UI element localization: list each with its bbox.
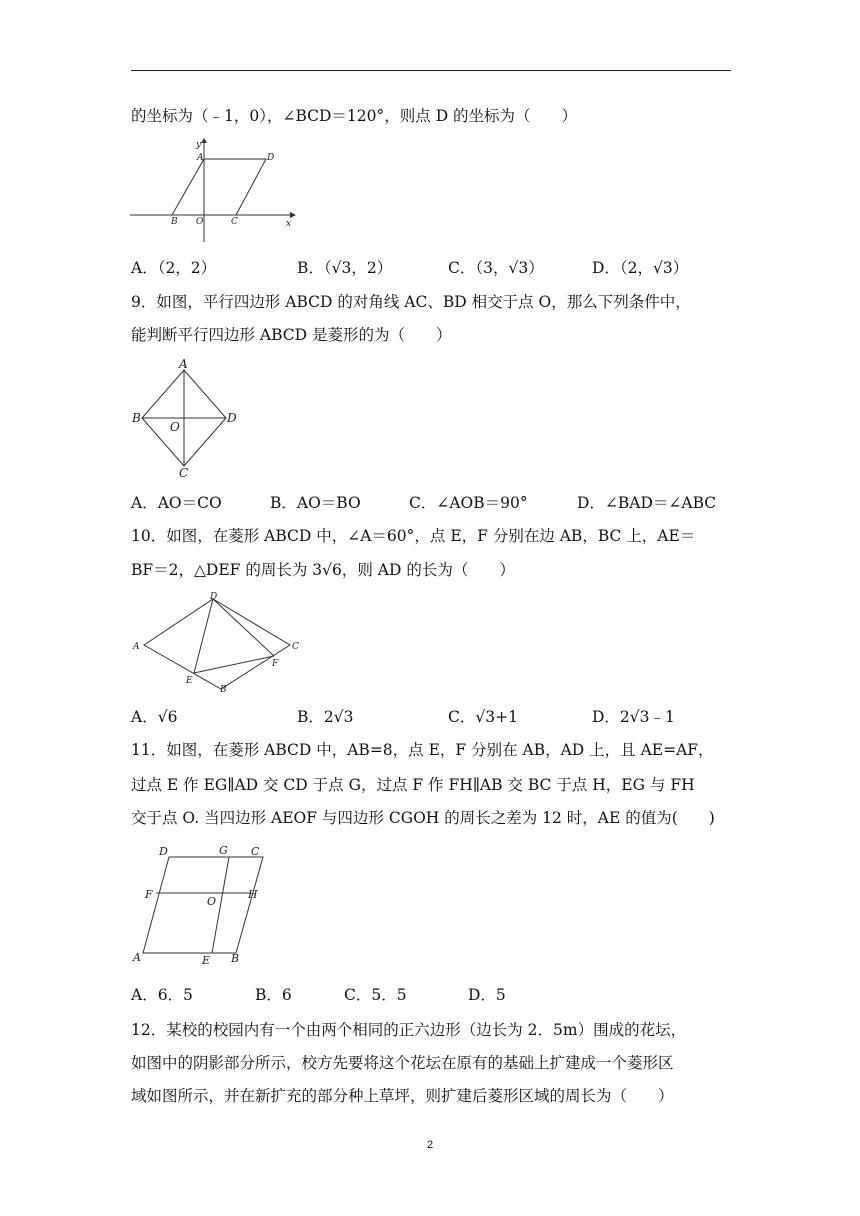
q8-label-O: O [196,217,204,227]
q8-option-d: D．（2，√3） [592,259,689,277]
q9-label-O: O [170,420,180,434]
q9-option-d: D．∠BAD＝∠ABC [577,494,717,512]
q8-label-C: C [231,217,238,227]
q8-label-D: D [267,153,275,163]
q9-text-line2: 能判断平行四边形 ABCD 是菱形的为（ ） [131,326,452,344]
q10-label-C: C [292,642,299,652]
q8-option-b: B．（√3，2） [297,259,393,277]
q10-option-a: A．√6 [131,708,178,726]
q11-label-A: A [133,951,141,964]
q10-label-E: E [186,676,193,686]
q12-text-line3: 域如图所示，并在新扩充的部分种上草坪，则扩建后菱形区域的周长为（ ） [131,1087,674,1105]
q11-option-d: D．5 [468,986,506,1004]
q11-text-line1: 11．如图，在菱形 ABCD 中，AB=8，点 E，F 分别在 AB，AD 上，且 AE=AF， [131,741,714,759]
q9-option-b: B．AO＝BO [270,494,361,512]
q11-text-line3: 交于点 O. 当四边形 AEOF 与四边形 CGOH 的周长之差为 12 时，AE 的值为( ) [131,809,715,827]
q10-label-D: D [210,592,218,602]
q9-option-a: A．AO＝CO [131,494,222,512]
q8-label-B: B [171,217,178,227]
q11-label-G: G [219,844,228,857]
q8-option-a: A．（2，2） [131,259,217,277]
q11-label-D: D [159,845,168,858]
q9-label-C: C [179,466,189,480]
q11-label-C: C [251,845,260,858]
q8-label-A: A [197,153,204,163]
q8-label-x: x [286,219,292,229]
q8-figure [130,138,300,250]
q10-option-d: D．2√3﹣1 [592,708,675,726]
q9-label-D: D [227,411,237,425]
q11-figure [130,840,280,970]
q10-text-line1: 10．如图，在菱形 ABCD 中，∠A＝60°，点 E，F 分别在边 AB，BC 上，AE＝ [131,527,696,545]
q8-text: 的坐标为（﹣1，0），∠BCD＝120°，则点 D 的坐标为（ ） [131,107,578,125]
page-number: 2 [426,1139,434,1151]
q9-label-B: B [132,411,141,425]
q10-label-B: B [220,685,227,695]
q9-option-c: C．∠AOB＝90° [409,494,528,512]
q11-label-B: B [231,952,240,965]
q12-text-line2: 如图中的阴影部分所示，校方先要将这个花坛在原有的基础上扩建成一个菱形区 [131,1054,674,1072]
q11-text-line2: 过点 E 作 EG∥AD 交 CD 于点 G，过点 F 作 FH∥AB 交 BC 于点 H，EG 与 FH [131,776,695,794]
q11-label-H: H [248,888,258,901]
q12-text-line1: 12．某校的校园内有一个由两个相同的正六边形（边长为 2．5m）围成的花坛， [131,1021,687,1039]
q8-label-y: y [196,140,202,150]
q9-figure [130,356,250,480]
q11-option-a: A．6．5 [131,986,193,1004]
q10-figure [130,590,305,696]
q10-label-F: F [272,659,279,669]
q9-label-A: A [179,357,188,371]
q11-label-O: O [207,895,217,908]
header-rule [131,70,731,71]
q11-label-F: F [145,888,153,901]
q9-text-line1: 9．如图，平行四边形 ABCD 的对角线 AC、BD 相交于点 O，那么下列条件中， [131,293,691,311]
q11-label-E: E [202,954,211,967]
q10-option-b: B．2√3 [297,708,354,726]
q11-option-c: C．5．5 [344,986,407,1004]
q10-text-line2: BF＝2，△DEF 的周长为 3√6，则 AD 的长为（ ） [131,561,515,579]
q10-option-c: C．√3+1 [448,708,518,726]
q10-label-A: A [133,642,140,652]
q8-option-c: C．（3，√3） [448,259,544,277]
q11-option-b: B．6 [255,986,292,1004]
